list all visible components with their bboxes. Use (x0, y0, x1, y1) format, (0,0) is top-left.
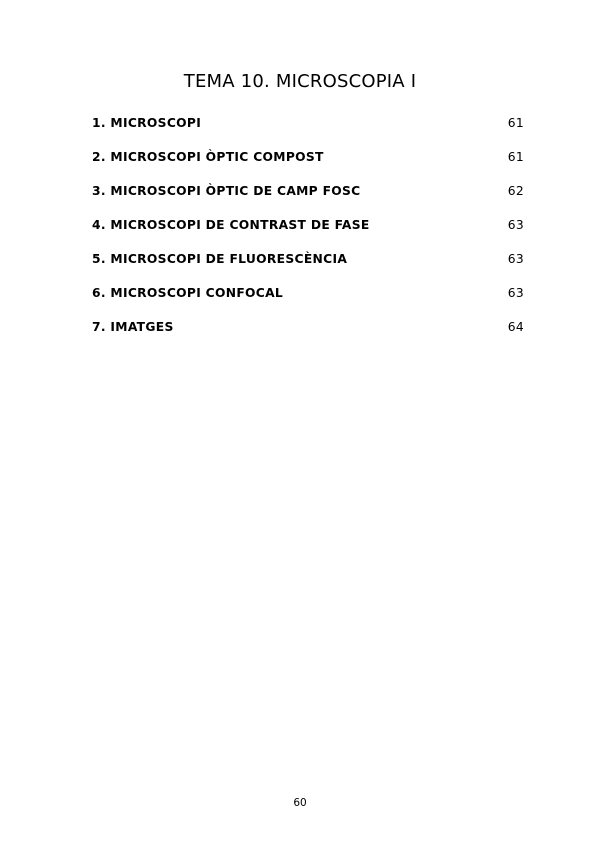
table-of-contents (92, 116, 524, 354)
page-number: 60 (293, 797, 307, 809)
toc-entry-label: 7. IMATGES (92, 320, 174, 334)
toc-entry-microscopi[interactable] (92, 116, 524, 150)
toc-entry-microscopi-optic-compost[interactable] (92, 150, 524, 184)
toc-entry-page: 64 (507, 320, 524, 334)
toc-entry-microscopi-fluorescencia[interactable] (92, 252, 524, 286)
page-title: TEMA 10. MICROSCOPIA I (183, 71, 417, 92)
toc-entry-page: 62 (507, 184, 524, 198)
toc-entry-microscopi-camp-fosc[interactable] (92, 184, 524, 218)
toc-entry-page: 63 (507, 218, 524, 232)
toc-entry-label: 1. MICROSCOPI (92, 116, 202, 130)
toc-entry-label: 6. MICROSCOPI CONFOCAL (92, 286, 284, 300)
toc-entry-microscopi-confocal[interactable] (92, 286, 524, 320)
toc-entry-label: 5. MICROSCOPI DE FLUORESCÈNCIA (92, 252, 348, 266)
toc-entry-page: 63 (507, 286, 524, 300)
toc-entry-imatges[interactable] (92, 320, 524, 354)
toc-entry-label: 2. MICROSCOPI ÒPTIC COMPOST (92, 150, 324, 164)
toc-entry-label: 3. MICROSCOPI ÒPTIC DE CAMP FOSC (92, 184, 361, 198)
toc-entry-page: 61 (507, 116, 524, 130)
toc-entry-page: 61 (507, 150, 524, 164)
toc-entry-microscopi-contrast-fase[interactable] (92, 218, 524, 252)
toc-entry-label: 4. MICROSCOPI DE CONTRAST DE FASE (92, 218, 370, 232)
toc-entry-page: 63 (507, 252, 524, 266)
